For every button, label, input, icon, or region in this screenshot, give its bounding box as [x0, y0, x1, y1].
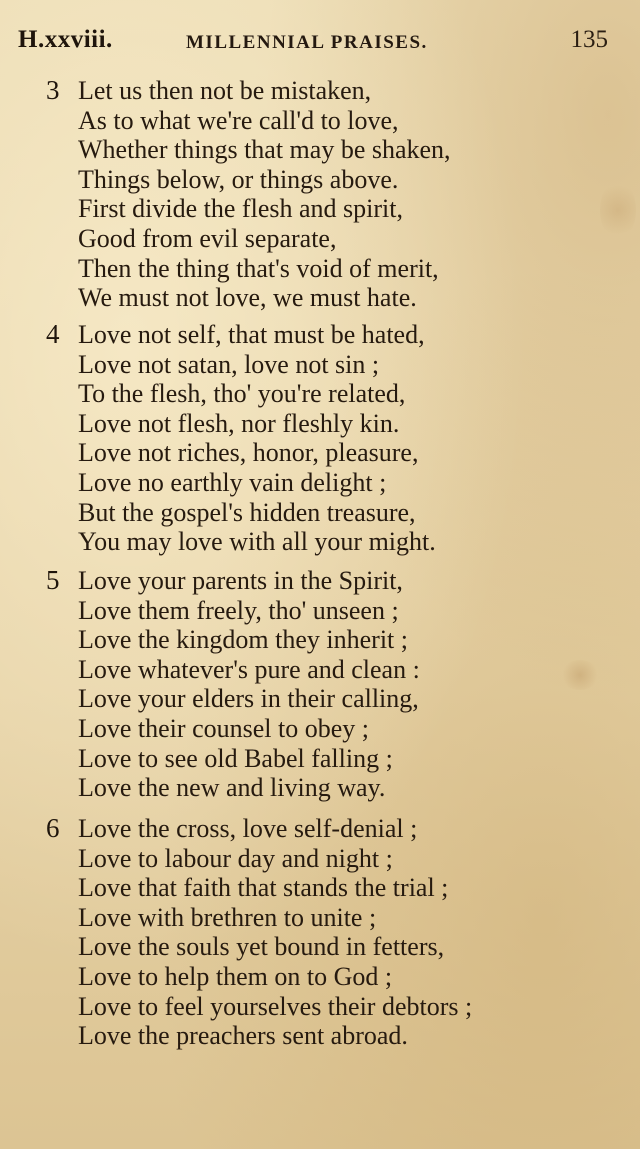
verse-line: First divide the flesh and spirit,	[78, 194, 403, 224]
verse-line: We must not love, we must hate.	[78, 283, 417, 313]
verse-line: Love to help them on to God ;	[78, 961, 393, 991]
verse-line: Love with brethren to unite ;	[78, 902, 377, 932]
verse-line: Love them freely, tho' unseen ;	[78, 595, 399, 625]
verse-line: Let us then not be mistaken,	[78, 76, 372, 105]
verse-line: Love not flesh, nor fleshly kin.	[78, 408, 400, 438]
verse-line: Love to see old Babel falling ;	[78, 743, 393, 773]
verse-line: Love not self, that must be hated,	[78, 320, 425, 349]
verse-line: Love the cross, love self-denial ;	[78, 814, 418, 843]
verse-line: Love their counsel to obey ;	[78, 713, 369, 743]
stanza-number: 3	[46, 75, 60, 105]
verse-line: Then the thing that's void of merit,	[78, 253, 439, 283]
verse-line: Love not riches, honor, pleasure,	[78, 438, 419, 468]
stanza-number: 5	[46, 565, 60, 595]
stanza-lines	[78, 320, 598, 557]
verse-line: Love your parents in the Spirit,	[78, 566, 403, 595]
verse-line: Love the kingdom they inherit ;	[78, 625, 408, 655]
hymn-number-header: H.xxviii.	[18, 26, 113, 53]
verse-line: Love to labour day and night ;	[78, 843, 393, 873]
verse-line: Love the new and living way.	[78, 773, 386, 803]
verse-line: As to what we're call'd to love,	[78, 105, 399, 135]
verse-line: Whether things that may be shaken,	[78, 135, 451, 165]
verse-line: Love the preachers sent abroad.	[78, 1021, 408, 1051]
page-number: 135	[570, 26, 608, 53]
verse-line: Love not satan, love not sin ;	[78, 349, 380, 379]
verse-line: But the gospel's hidden treasure,	[78, 497, 416, 527]
stanza-lines	[78, 566, 598, 803]
stanza-number: 6	[46, 813, 60, 843]
verse-line: Love whatever's pure and clean :	[78, 654, 420, 684]
verse-line: Love to feel yourselves their debtors ;	[78, 991, 473, 1021]
verse-line: Love the souls yet bound in fetters,	[78, 932, 445, 962]
verse-line: Love that faith that stands the trial ;	[78, 873, 449, 903]
stanza-number: 4	[46, 319, 60, 349]
verse-line: Love your elders in their calling,	[78, 684, 419, 714]
verse-line: You may love with all your might.	[78, 527, 436, 557]
verse-line: Things below, or things above.	[78, 164, 399, 194]
verse-line: To the flesh, tho' you're related,	[78, 379, 406, 409]
verse-line: Good from evil separate,	[78, 223, 337, 253]
paper-stain	[600, 180, 636, 240]
stanza-lines	[78, 814, 598, 1051]
verse-line: Love no earthly vain delight ;	[78, 467, 387, 497]
running-head	[18, 26, 608, 66]
stanza-lines	[78, 76, 598, 313]
book-title-header: MILLENNIAL PRAISES.	[186, 32, 428, 53]
